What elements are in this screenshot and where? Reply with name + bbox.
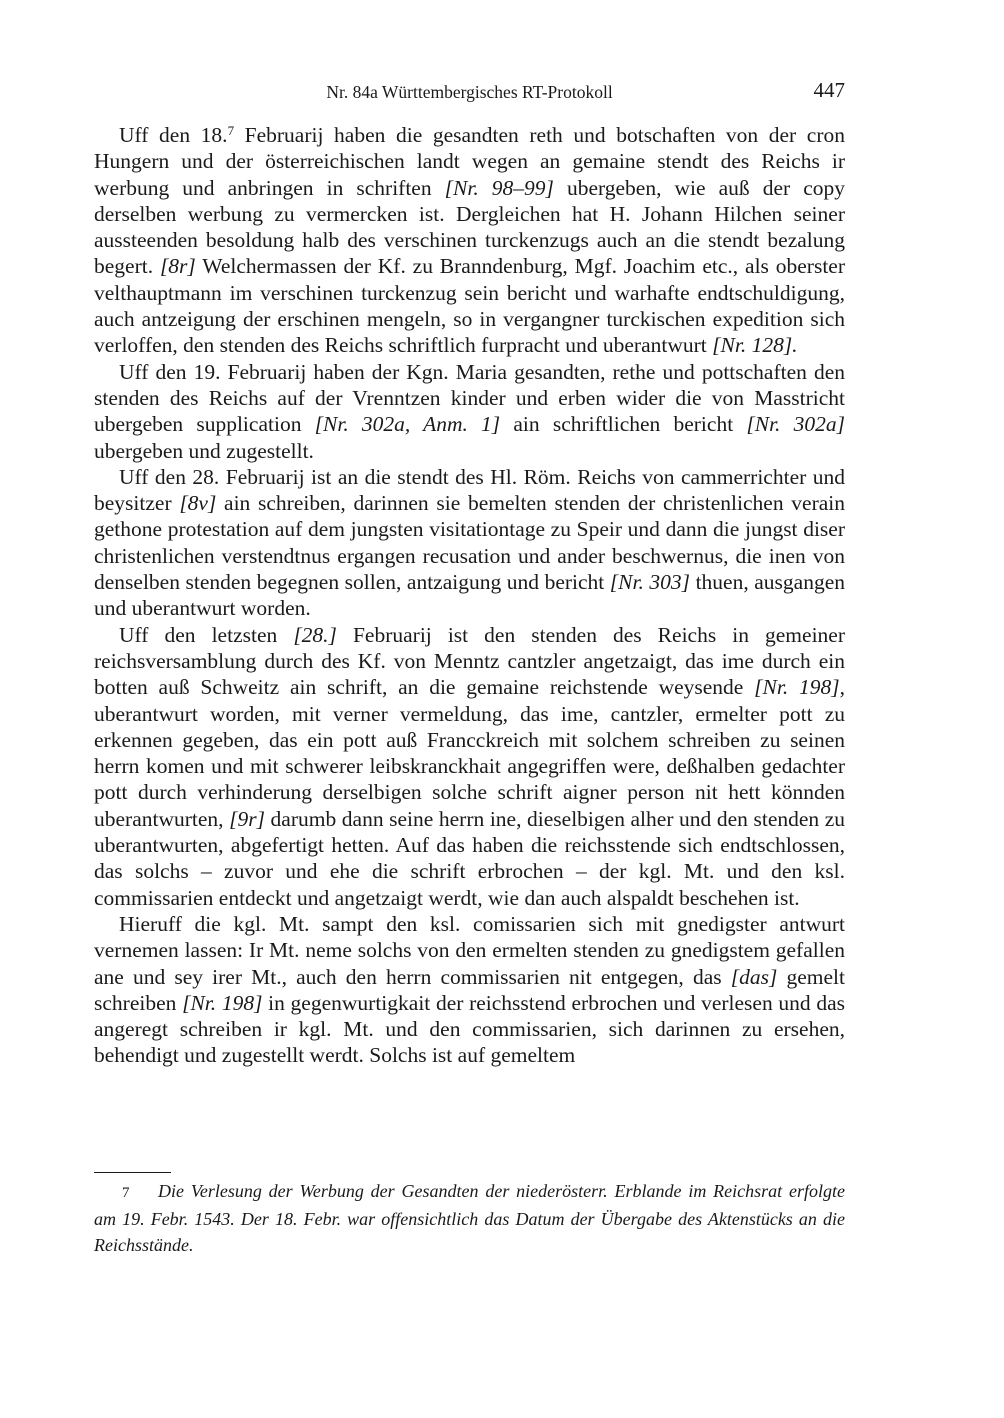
text-run: darumb dann seine herrn ine, dieselbigen alher und den stenden zu uberantwurten, abgefertigt hetten. Auf das haben die reichsstende sich endtschlossen, das solchs – zuvor und ehe die schrift erbrochen – der kgl. Mt. und den ksl. commissarien entdeckt und angetzaigt werdt, wie dan auch alspaldt beschehen ist. bbox=[94, 806, 846, 910]
footnote-ref-7[interactable]: 7 bbox=[227, 123, 235, 138]
document-page bbox=[94, 78, 845, 1069]
doc-reference: [Nr. 98–99] bbox=[444, 175, 554, 200]
editorial-insertion: [das] bbox=[730, 964, 778, 989]
doc-reference: [Nr. 302a, Anm. 1] bbox=[314, 412, 501, 437]
text-run: ain schreiben, darinnen sie bemelten stenden der christenlichen verain gethone protestation auf dem jungsten visitationtage zu Speir und dann die jungst diser christenlichen verstendtnus ergangen recusation und ander beschwernus, die inen von denselben stenden begegnen sollen, antzaigung und bericht bbox=[94, 491, 846, 595]
footnotes bbox=[94, 1178, 845, 1258]
text-run: ain schriftlichen bericht bbox=[500, 412, 747, 437]
folio-marker: [9r] bbox=[229, 806, 265, 831]
footnote-7 bbox=[94, 1178, 845, 1258]
text-run: in gegenwurtigkait der reichsstend erbrochen und verlesen und das angeregt schreiben ir kgl. Mt. und den commissarien, sich darinnen zu ersehen, behendigt und zugestellt werdt. Solchs ist auf gemeltem bbox=[94, 990, 845, 1068]
doc-reference: [Nr. 198] bbox=[182, 990, 263, 1015]
footnote-mark: 7 bbox=[122, 1185, 130, 1201]
paragraph-4 bbox=[94, 622, 845, 911]
folio-marker: [8v] bbox=[179, 491, 217, 516]
text-run: thuen, ausgangen und uberantwurt worden. bbox=[94, 570, 845, 621]
text-run: Uff den 18. bbox=[119, 123, 228, 147]
text-run: , uberantwurt worden, mit verner vermeldung, das ime, cantzler, ermelter pott zu erkennen gegeben, das ein pott auß Francckreich mit solchem schreiben zu seinen herrn komen und mit schwerer leibskranckhait angegriffen were, deßhalben gedachter pott durch verhinderung derselbigen solche schrift aigner person nit hett könnden uberantwurten, bbox=[94, 675, 845, 831]
text-run: gemelt schreiben bbox=[94, 964, 845, 1015]
paragraph-2 bbox=[94, 359, 845, 464]
doc-reference: [Nr. 303] bbox=[609, 570, 691, 595]
paragraph-3 bbox=[94, 464, 845, 622]
body-text bbox=[94, 122, 845, 1069]
text-run: Februarij haben die gesandten reth und botschaften von der cron Hungern und der österreichischen landt wegen an gemaine stendt des Reichs ir werbung und anbringen in schriften bbox=[94, 123, 845, 200]
text-run: Hieruff die kgl. Mt. sampt den ksl. comissarien sich mit gnedigster antwurt vernemen lassen: Ir Mt. neme solchs von den ermelten stenden zu gnedigstem gefallen ane und sey irer Mt., auch den herrn commissarien nit entgegen, das bbox=[94, 911, 845, 989]
footnote-separator bbox=[94, 1172, 171, 1173]
text-run: Uff den 28. Februarij ist an die stendt des Hl. Röm. Reichs von cammerrichter und beysitzer bbox=[94, 464, 845, 516]
running-header bbox=[94, 78, 845, 108]
doc-reference: [Nr. 302a] bbox=[746, 412, 845, 437]
text-run: ubergeben und zugestellt. bbox=[94, 438, 314, 463]
text-run: Uff den 19. Februarij haben der Kgn. Maria gesandten, rethe und pottschaften den stenden des Reichs auf der Vrenntzen kinder und erben wider die von Masstricht ubergeben supplication bbox=[94, 359, 845, 437]
doc-reference: [Nr. 198] bbox=[754, 675, 840, 700]
running-title: Nr. 84a Württembergisches RT-Protokoll bbox=[326, 82, 613, 102]
page-number: 447 bbox=[813, 78, 845, 102]
text-run: ubergeben, wie auß der copy derselben werbung zu vermercken ist. Dergleichen hat H. Johann Hilchen seiner aussteenden besoldung halb des verschinen turckenzugs auch an die stendt bezalung begert. bbox=[94, 175, 846, 279]
text-run: Welchermassen der Kf. zu Branndenburg, Mgf. Joachim etc., als oberster velthauptmann im verschinen turckenzug sein bericht und warhafte endtschuldigung, auch antzeigung der erschinen mengeln, so in vergangner turckischen expedition sich verloffen, den stenden des Reichs schriftlich furpracht und uberantwurt bbox=[94, 254, 845, 358]
text-run: Februarij ist den stenden des Reichs in gemeiner reichsversamblung durch des Kf. von Menntz cantzler angetzaigt, das ime durch ein botten auß Schweitz ain schrift, an die gemaine reichstende weysende bbox=[94, 622, 845, 700]
text-run: Uff den letzsten bbox=[119, 622, 294, 647]
editorial-insertion: [28.] bbox=[293, 622, 337, 647]
paragraph-1 bbox=[94, 122, 845, 359]
footnote-text: Die Verlesung der Werbung der Gesandten der niederösterr. Erblande im Reichsrat erfolgte am 19. Febr. 1543. Der 18. Febr. war offensichtlich das Datum der Übergabe des Aktenstücks an die Reichsstände. bbox=[94, 1181, 845, 1255]
doc-reference: [Nr. 128]. bbox=[712, 333, 798, 358]
folio-marker: [8r] bbox=[159, 254, 196, 279]
paragraph-5 bbox=[94, 911, 845, 1069]
